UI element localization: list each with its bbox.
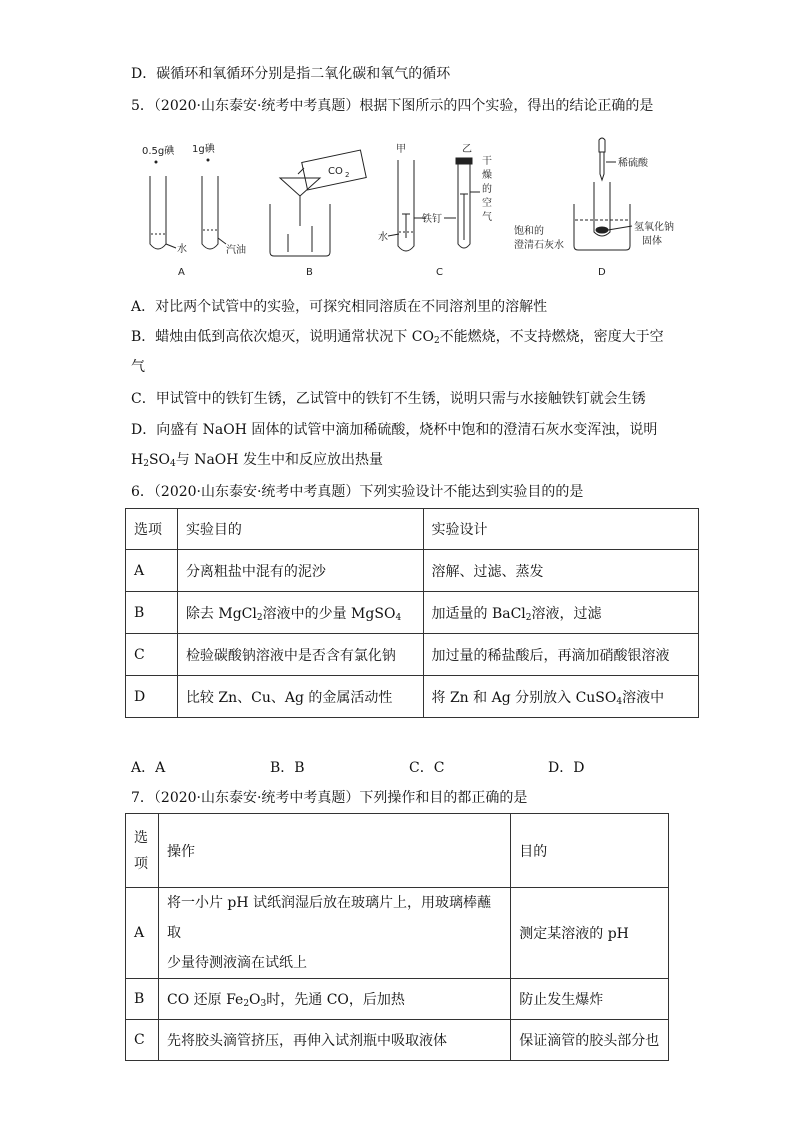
caption-c: C [436, 267, 443, 278]
cell-operation: 先将胶头滴管挤压，再伸入试剂瓶中吸取液体 [158, 1020, 510, 1061]
q5-option-d-line2: $H_2SO_4$与 NaOH 发生中和反应放出热量 [131, 452, 383, 469]
experiment-c [378, 143, 492, 278]
c-water: 水 [378, 232, 388, 243]
q5-option-d-line1: D．向盛有 NaOH 固体的试管中滴加稀硫酸，烧杯中饱和的澄清石灰水变浑浊，说明 [131, 422, 658, 438]
d-lime-1: 饱和的 [514, 226, 544, 237]
table-row [126, 676, 699, 718]
table-row [126, 550, 699, 592]
d-lime-2: 澄清石灰水 [514, 240, 564, 251]
table-row [126, 592, 699, 634]
header-goal: 实验目的 [177, 509, 423, 550]
caption-a: A [178, 267, 185, 278]
choice-a[interactable]: A．A [131, 760, 166, 776]
cell-option: B [126, 592, 178, 634]
table-row [126, 634, 699, 676]
cell-option: C [126, 634, 178, 676]
header-option: 选项 [126, 509, 178, 550]
header-goal: 目的 [511, 814, 669, 888]
c-dry-3: 的 [482, 184, 492, 195]
cell-option: A [126, 550, 178, 592]
q5-option-b-line1: B．蜡烛由低到高依次熄灭，说明通常状况下 $CO_2$不能燃烧，不支持燃烧，密度大于空 [131, 329, 664, 346]
cell-goal: 检验碳酸钠溶液中是否含有氯化钠 [177, 634, 423, 676]
choice-d[interactable]: D．D [548, 760, 585, 776]
cell-design: 加过量的稀盐酸后，再滴加硝酸银溶液 [423, 634, 699, 676]
c-nail: 铁钉 [422, 214, 442, 225]
experiment-d [514, 138, 674, 278]
header-option: 选 项 [126, 814, 159, 888]
q5-figure [120, 134, 680, 284]
cell-design: 溶解、过滤、蒸发 [423, 550, 699, 592]
cell-design: 加适量的 BaCl$_2$溶液，过滤 [423, 592, 699, 634]
c-dry-1: 干 [482, 156, 492, 167]
header-operation: 操作 [158, 814, 510, 888]
caption-d: D [598, 267, 606, 278]
c-dry-5: 气 [482, 212, 492, 223]
q5-option-b-line2: 气 [131, 359, 145, 375]
q4-option-d: D．碳循环和氧循环分别是指二氧化碳和氧气的循环 [131, 66, 451, 82]
table-row [126, 888, 669, 979]
cell-option: C [126, 1020, 159, 1061]
q6-stem: 6．（2020·山东泰安·统考中考真题）下列实验设计不能达到实验目的的是 [131, 484, 584, 500]
table-header [126, 814, 669, 888]
q6-table [125, 508, 699, 718]
c-yi: 乙 [462, 144, 472, 155]
q5-option-a: A．对比两个试管中的实验，可探究相同溶质在不同溶剂里的溶解性 [131, 299, 548, 315]
choice-b[interactable]: B．B [270, 760, 305, 776]
choice-c[interactable]: C．C [409, 760, 445, 776]
header-design: 实验设计 [423, 509, 699, 550]
q5-option-c: C．甲试管中的铁钉生锈，乙试管中的铁钉不生锈，说明只需与水接触铁钉就会生锈 [131, 391, 646, 407]
experiment-a [142, 142, 246, 278]
d-acid: 稀硫酸 [618, 158, 648, 169]
experiment-b [270, 150, 366, 278]
cell-operation: 将一小片 pH 试纸润湿后放在玻璃片上，用玻璃棒蘸取 少量待测液滴在试纸上 [158, 888, 510, 979]
c-dry-4: 空 [482, 198, 492, 209]
c-dry-2: 燥 [482, 170, 492, 181]
q7-stem: 7．（2020·山东泰安·统考中考真题）下列操作和目的都正确的是 [131, 790, 528, 806]
cell-goal: 分离粗盐中混有的泥沙 [177, 550, 423, 592]
table-row [126, 1020, 669, 1061]
cell-goal: 比较 Zn、Cu、Ag 的金属活动性 [177, 676, 423, 718]
cell-option: D [126, 676, 178, 718]
b-co2: CO [328, 166, 343, 177]
cell-option: B [126, 979, 159, 1020]
a-label-1g: 1g碘 [192, 144, 215, 155]
experiment-diagram [120, 134, 680, 284]
a-label-05g: 0.5g碘 [142, 146, 175, 157]
q5-stem: 5．（2020·山东泰安·统考中考真题）根据下图所示的四个实验，得出的结论正确的是 [131, 98, 654, 114]
d-naoh-1: 氢氧化钠 [634, 222, 674, 233]
cell-goal: 防止发生爆炸 [511, 979, 669, 1020]
c-jia: 甲 [396, 144, 406, 155]
caption-b: B [306, 267, 313, 278]
table-row [126, 979, 669, 1020]
a-gasoline: 汽油 [226, 245, 246, 256]
cell-option: A [126, 888, 159, 979]
cell-goal: 测定某溶液的 pH [511, 888, 669, 979]
table-header [126, 509, 699, 550]
q7-table [125, 813, 669, 1061]
cell-goal: 除去 MgCl$_2$溶液中的少量 MgSO$_4$ [177, 592, 423, 634]
d-naoh-2: 固体 [642, 236, 662, 247]
cell-operation: CO 还原 $Fe_2O_3$时，先通 CO，后加热 [158, 979, 510, 1020]
cell-design: 将 Zn 和 Ag 分别放入 CuSO$_4$溶液中 [423, 676, 699, 718]
a-water: 水 [177, 244, 187, 255]
b-co2-sub: 2 [345, 171, 350, 179]
cell-goal: 保证滴管的胶头部分也 [511, 1020, 669, 1061]
